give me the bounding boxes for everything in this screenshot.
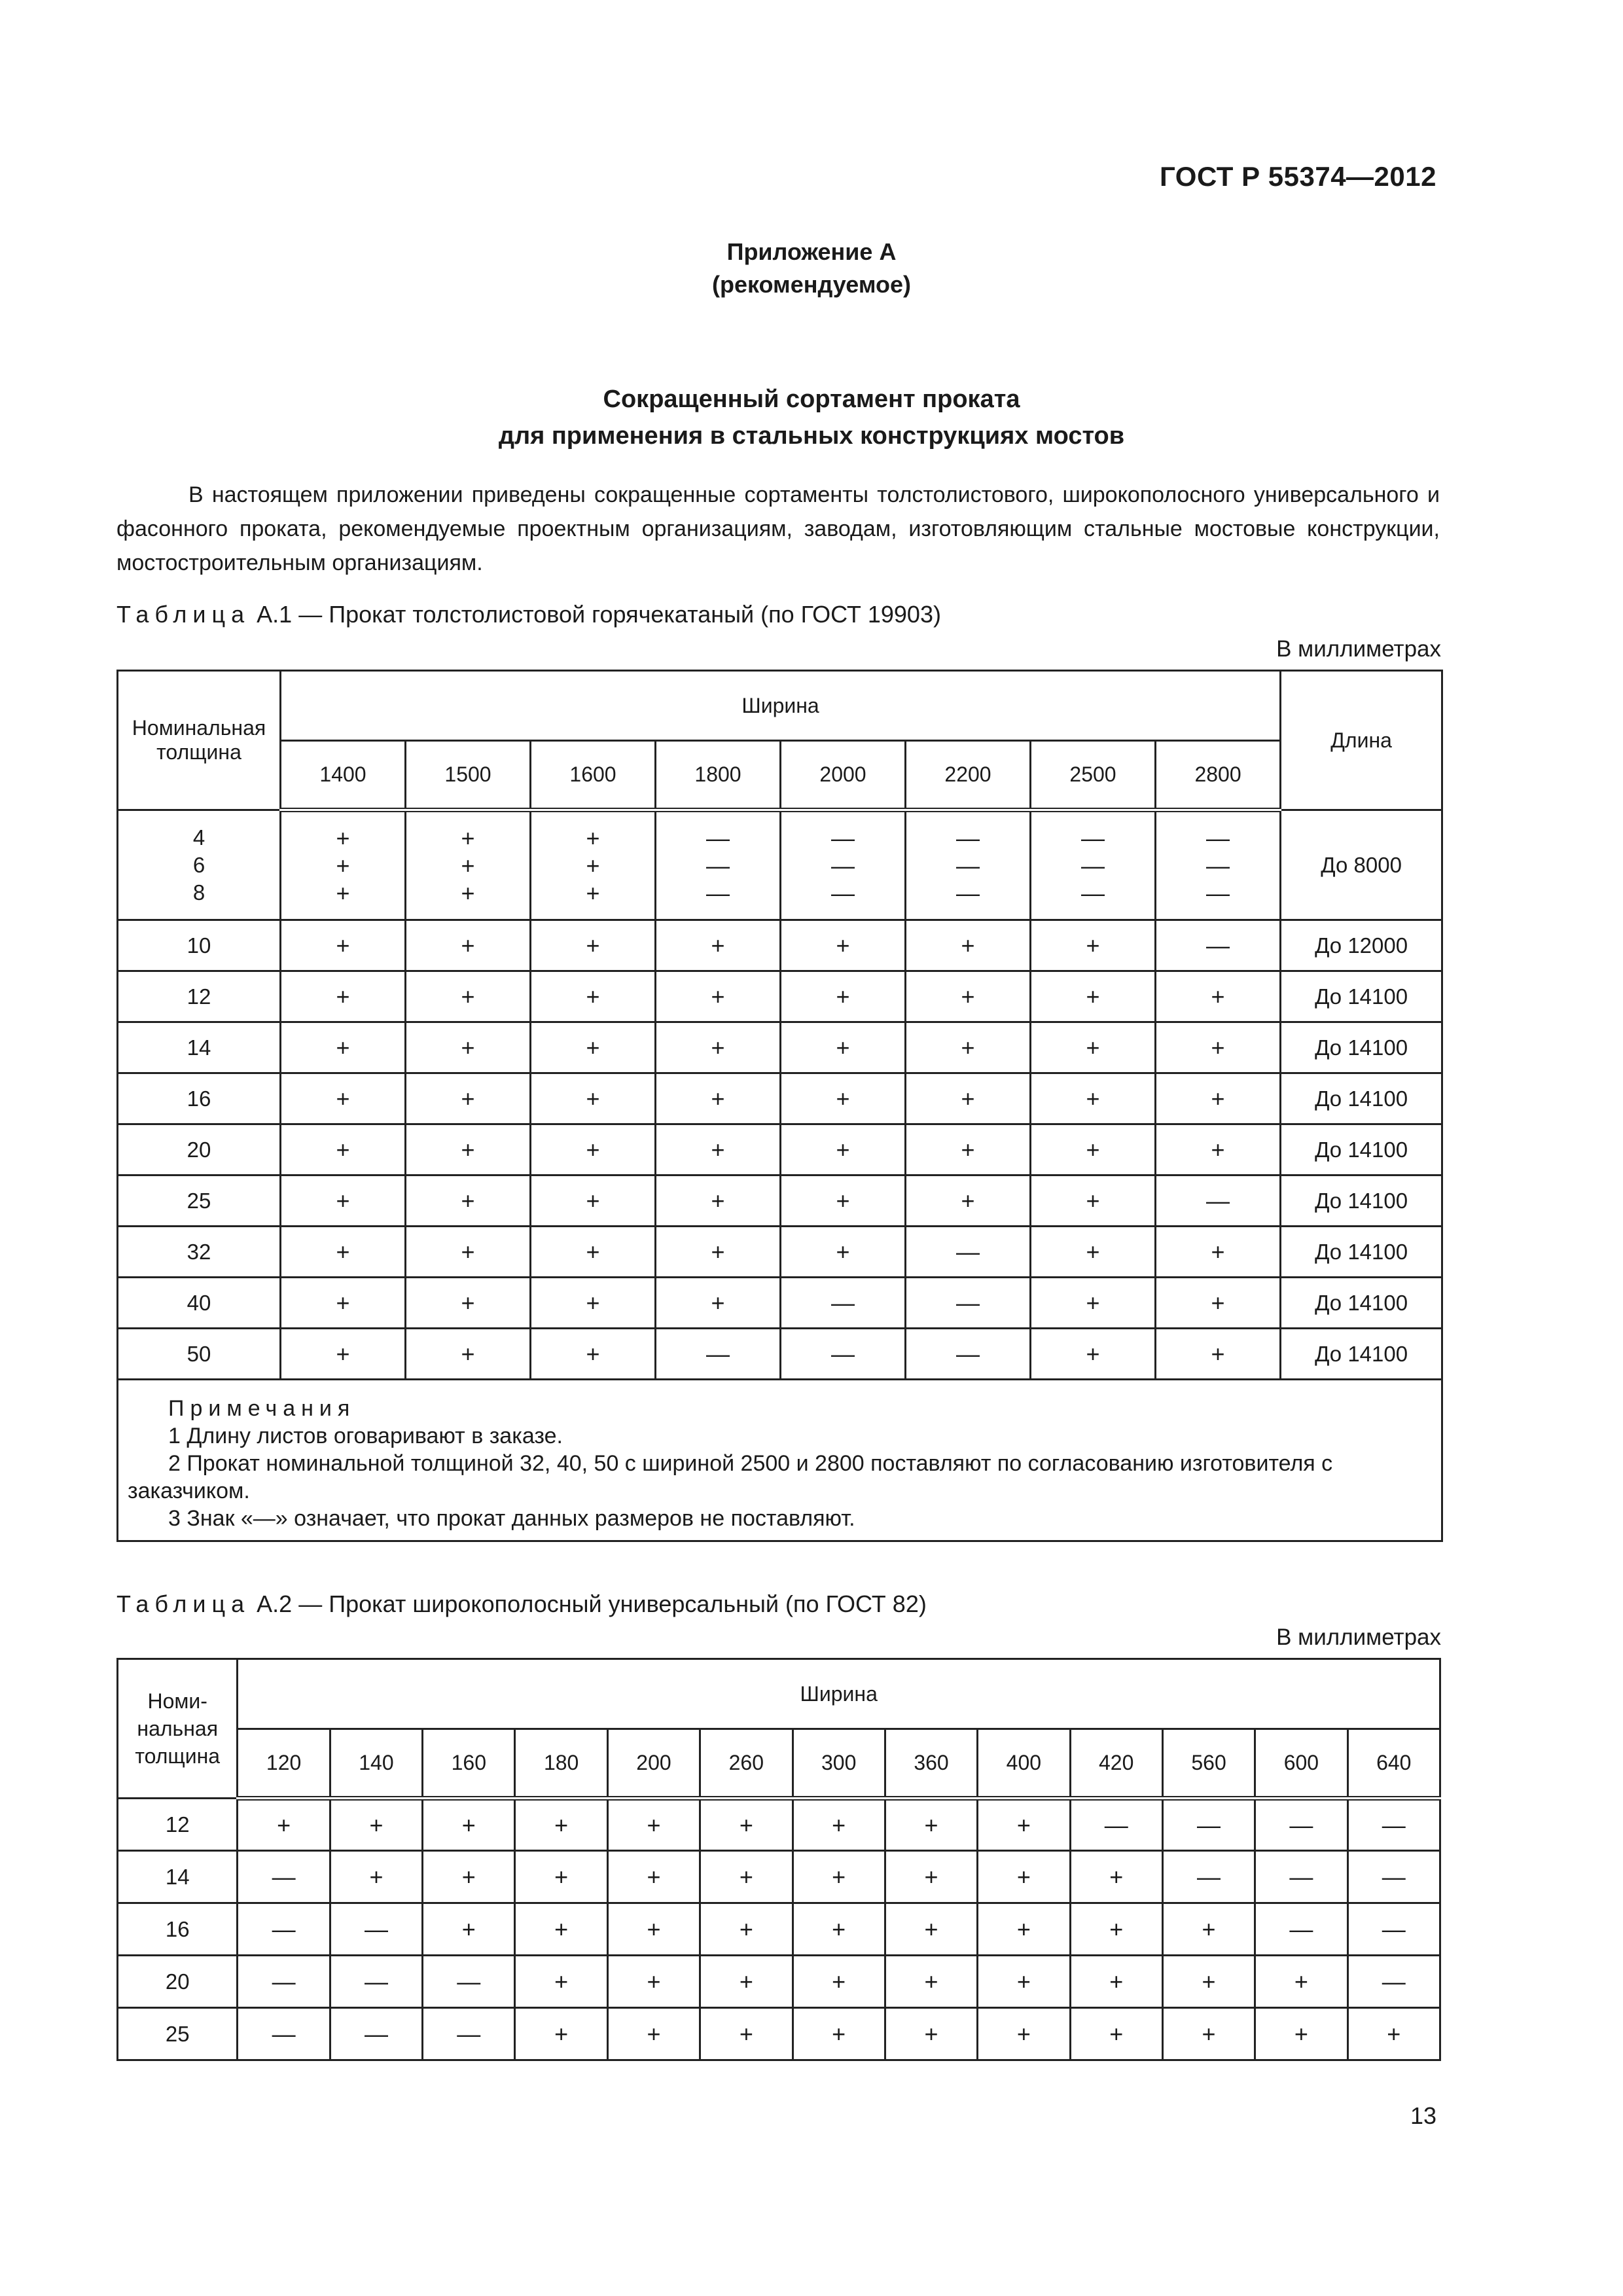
availability-mark: + — [330, 1851, 422, 1903]
availability-mark: — — [238, 1903, 330, 1956]
availability-mark: + — [656, 1022, 781, 1073]
table1-caption — [116, 601, 941, 628]
availability-mark: + — [1156, 1124, 1281, 1175]
availability-mark: + — [1347, 2008, 1440, 2060]
table1-width-col: 2500 — [1031, 741, 1156, 810]
table1-width-col: 1800 — [656, 741, 781, 810]
availability-mark: — — [1081, 879, 1105, 906]
table2-caption-word: Таблица — [116, 1590, 251, 1617]
availability-mark: — — [1347, 1851, 1440, 1903]
table1-caption-text: А.1 — Прокат толстолистовой горячекатаный (по ГОСТ 19903) — [257, 601, 941, 628]
row-thickness: 50 — [118, 1329, 281, 1380]
availability-mark: + — [656, 920, 781, 971]
availability-mark: + — [1031, 1227, 1156, 1278]
table-row — [118, 1073, 1442, 1124]
availability-mark: + — [1070, 2008, 1162, 2060]
note-item: 1 Длину листов оговаривают в заказе. — [168, 1424, 563, 1448]
availability-mark: — — [706, 824, 730, 852]
availability-mark: + — [1031, 1278, 1156, 1329]
table2-width-col: 140 — [330, 1729, 422, 1799]
availability-mark: — — [1162, 1851, 1255, 1903]
availability-mark: + — [406, 1329, 531, 1380]
availability-mark: + — [531, 1022, 656, 1073]
table2-width-col: 120 — [238, 1729, 330, 1799]
table1-group-cell — [906, 810, 1031, 920]
availability-mark: + — [531, 1227, 656, 1278]
table1-group-cell — [531, 810, 656, 920]
availability-mark: — — [1206, 824, 1230, 852]
row-length: До 14100 — [1281, 1227, 1442, 1278]
availability-mark: + — [281, 1073, 406, 1124]
availability-mark: + — [423, 1903, 515, 1956]
availability-mark: + — [885, 1956, 977, 2008]
availability-mark: + — [700, 2008, 793, 2060]
availability-mark: + — [586, 879, 600, 906]
availability-mark: + — [1031, 1022, 1156, 1073]
availability-mark: — — [330, 1903, 422, 1956]
row-thickness: 12 — [118, 1799, 238, 1851]
table1-width-col: 2000 — [781, 741, 906, 810]
table2-caption-text: А.2 — Прокат широкополосный универсальный (по ГОСТ 82) — [257, 1590, 927, 1617]
table-row — [118, 1227, 1442, 1278]
availability-mark: — — [1070, 1799, 1162, 1851]
availability-mark: + — [607, 2008, 700, 2060]
availability-mark: + — [1031, 920, 1156, 971]
table1-group-length: До 8000 — [1281, 810, 1442, 920]
availability-mark: + — [1156, 1329, 1281, 1380]
note-item: 3 Знак «—» означает, что прокат данных размеров не поставляют. — [168, 1506, 855, 1531]
table1-width-col: 2200 — [906, 741, 1031, 810]
table2-width-col: 400 — [978, 1729, 1070, 1799]
table-row — [118, 1956, 1440, 2008]
availability-mark: + — [406, 1124, 531, 1175]
availability-mark: + — [700, 1956, 793, 2008]
availability-mark: — — [831, 852, 855, 879]
availability-mark: — — [706, 879, 730, 906]
table1-width-col: 1500 — [406, 741, 531, 810]
availability-mark: — — [1255, 1851, 1347, 1903]
availability-mark: + — [1070, 1956, 1162, 2008]
availability-mark: + — [607, 1851, 700, 1903]
availability-mark: — — [831, 879, 855, 906]
availability-mark: + — [1070, 1851, 1162, 1903]
availability-mark: + — [906, 1124, 1031, 1175]
availability-mark: — — [330, 1956, 422, 2008]
availability-mark: + — [336, 824, 350, 852]
availability-mark: + — [781, 920, 906, 971]
availability-mark: — — [1156, 1175, 1281, 1227]
availability-mark: + — [531, 971, 656, 1022]
availability-mark: + — [700, 1851, 793, 1903]
availability-mark: + — [1162, 1956, 1255, 2008]
availability-mark: + — [793, 1851, 885, 1903]
availability-mark: — — [956, 879, 980, 906]
availability-mark: + — [1162, 2008, 1255, 2060]
table1-thickness-header: Номинальная толщина — [118, 671, 281, 810]
table2-width-col: 420 — [1070, 1729, 1162, 1799]
availability-mark: + — [978, 1903, 1070, 1956]
row-thickness: 16 — [118, 1073, 281, 1124]
availability-mark: + — [586, 824, 600, 852]
availability-mark: + — [978, 1799, 1070, 1851]
availability-mark: + — [781, 1175, 906, 1227]
availability-mark: + — [1031, 1329, 1156, 1380]
availability-mark: + — [281, 1022, 406, 1073]
availability-mark: + — [1031, 1073, 1156, 1124]
availability-mark: + — [531, 920, 656, 971]
table1 — [116, 670, 1443, 1542]
availability-mark: + — [336, 879, 350, 906]
availability-mark: + — [1255, 1956, 1347, 2008]
availability-mark: + — [656, 1175, 781, 1227]
availability-mark: + — [531, 1073, 656, 1124]
availability-mark: — — [423, 1956, 515, 2008]
availability-mark: + — [793, 1903, 885, 1956]
availability-mark: + — [1156, 1073, 1281, 1124]
section-title — [0, 381, 1623, 454]
availability-mark: — — [1347, 1956, 1440, 2008]
table-row — [118, 920, 1442, 971]
availability-mark: + — [793, 1799, 885, 1851]
availability-mark: + — [781, 1124, 906, 1175]
availability-mark: + — [1031, 1175, 1156, 1227]
availability-mark: + — [656, 1278, 781, 1329]
table2-width-col: 640 — [1347, 1729, 1440, 1799]
availability-mark: + — [781, 971, 906, 1022]
row-thickness: 14 — [118, 1851, 238, 1903]
availability-mark: + — [885, 1903, 977, 1956]
availability-mark: + — [1156, 1022, 1281, 1073]
availability-mark: — — [1255, 1799, 1347, 1851]
availability-mark: + — [906, 920, 1031, 971]
availability-mark: + — [406, 1278, 531, 1329]
table1-units: В миллиметрах — [1276, 636, 1441, 662]
availability-mark: + — [906, 971, 1031, 1022]
row-thickness: 12 — [118, 971, 281, 1022]
availability-mark: + — [781, 1073, 906, 1124]
table1-width-col: 2800 — [1156, 741, 1281, 810]
row-thickness: 40 — [118, 1278, 281, 1329]
availability-mark: + — [1156, 1278, 1281, 1329]
availability-mark: + — [793, 2008, 885, 2060]
table-row — [118, 1124, 1442, 1175]
row-length: До 14100 — [1281, 1124, 1442, 1175]
availability-mark: + — [978, 1851, 1070, 1903]
availability-mark: + — [531, 1329, 656, 1380]
availability-mark: + — [607, 1956, 700, 2008]
availability-mark: + — [531, 1175, 656, 1227]
table-row — [118, 1851, 1440, 1903]
availability-mark: + — [406, 1175, 531, 1227]
table-row — [118, 1022, 1442, 1073]
availability-mark: — — [656, 1329, 781, 1380]
availability-mark: + — [1070, 1903, 1162, 1956]
row-length: До 14100 — [1281, 1329, 1442, 1380]
availability-mark: + — [700, 1799, 793, 1851]
availability-mark: — — [781, 1329, 906, 1380]
availability-mark: + — [238, 1799, 330, 1851]
table1-group-thickness: 4 6 8 — [118, 810, 281, 920]
availability-mark: + — [515, 2008, 607, 2060]
availability-mark: + — [656, 1073, 781, 1124]
table2-thickness-header: Номи- нальная толщина — [118, 1659, 238, 1799]
table2-caption — [116, 1590, 927, 1618]
table1-width-header: Ширина — [281, 671, 1281, 741]
table2-width-col: 600 — [1255, 1729, 1347, 1799]
row-length: До 14100 — [1281, 1073, 1442, 1124]
annex-subtitle: (рекомендуемое) — [712, 271, 911, 298]
note-item: 2 Прокат номинальной толщиной 32, 40, 50 с шириной 2500 и 2800 поставляют по согласованию изготовителя с заказчиком. — [128, 1451, 1333, 1503]
table1-group-cell — [1031, 810, 1156, 920]
table2-width-col: 200 — [607, 1729, 700, 1799]
availability-mark: — — [1156, 920, 1281, 971]
availability-mark: + — [406, 920, 531, 971]
table1-length-header: Длина — [1281, 671, 1442, 810]
availability-mark: — — [1206, 879, 1230, 906]
table-row — [118, 1329, 1442, 1380]
availability-mark: — — [831, 824, 855, 852]
availability-mark: + — [781, 1022, 906, 1073]
table2-units: В миллиметрах — [1276, 1624, 1441, 1650]
availability-mark: + — [1156, 971, 1281, 1022]
availability-mark: + — [281, 1329, 406, 1380]
row-length: До 12000 — [1281, 920, 1442, 971]
availability-mark: — — [330, 2008, 422, 2060]
availability-mark: + — [906, 1175, 1031, 1227]
table1-group-cell — [656, 810, 781, 920]
availability-mark: + — [281, 920, 406, 971]
availability-mark: + — [793, 1956, 885, 2008]
availability-mark: — — [238, 1956, 330, 2008]
availability-mark: + — [406, 1073, 531, 1124]
availability-mark: — — [1347, 1799, 1440, 1851]
availability-mark: + — [281, 971, 406, 1022]
row-thickness: 32 — [118, 1227, 281, 1278]
title-line-2: для применения в стальных конструкциях мостов — [498, 422, 1125, 450]
table2-width-col: 180 — [515, 1729, 607, 1799]
availability-mark: + — [515, 1799, 607, 1851]
availability-mark: + — [1162, 1903, 1255, 1956]
availability-mark: — — [1255, 1903, 1347, 1956]
row-length: До 14100 — [1281, 1022, 1442, 1073]
row-thickness: 20 — [118, 1956, 238, 2008]
availability-mark: — — [1081, 824, 1105, 852]
availability-mark: + — [906, 1073, 1031, 1124]
table1-group-cell — [281, 810, 406, 920]
row-length: До 14100 — [1281, 971, 1442, 1022]
title-line-1: Сокращенный сортамент проката — [603, 386, 1020, 413]
availability-mark: + — [461, 879, 475, 906]
availability-mark: — — [1162, 1799, 1255, 1851]
availability-mark: + — [656, 1227, 781, 1278]
availability-mark: + — [607, 1799, 700, 1851]
availability-mark: + — [281, 1227, 406, 1278]
availability-mark: — — [238, 1851, 330, 1903]
table-row — [118, 1903, 1440, 1956]
table1-group-cell — [781, 810, 906, 920]
availability-mark: + — [1031, 971, 1156, 1022]
availability-mark: + — [1156, 1227, 1281, 1278]
availability-mark: — — [906, 1329, 1031, 1380]
availability-mark: + — [423, 1799, 515, 1851]
availability-mark: — — [706, 852, 730, 879]
row-thickness: 10 — [118, 920, 281, 971]
availability-mark: + — [515, 1903, 607, 1956]
availability-mark: + — [281, 1124, 406, 1175]
availability-mark: + — [461, 824, 475, 852]
row-thickness: 20 — [118, 1124, 281, 1175]
availability-mark: — — [423, 2008, 515, 2060]
availability-mark: + — [461, 852, 475, 879]
availability-mark: + — [586, 852, 600, 879]
availability-mark: + — [406, 971, 531, 1022]
availability-mark: + — [700, 1903, 793, 1956]
intro-text: В настоящем приложении приведены сокращенные сортаменты толстолистового, широкополосного универсального и фасонного проката, рекомендуемые проектным организациям, заводам, изготовляющим стальные мостовые конструкции, мостостроительным организациям. — [116, 482, 1440, 575]
table2-width-col: 560 — [1162, 1729, 1255, 1799]
notes-heading: Примечания — [168, 1396, 356, 1421]
availability-mark: + — [906, 1022, 1031, 1073]
availability-mark: + — [336, 852, 350, 879]
availability-mark: + — [281, 1278, 406, 1329]
table1-width-col: 1600 — [531, 741, 656, 810]
availability-mark: + — [330, 1799, 422, 1851]
table-row — [118, 1278, 1442, 1329]
availability-mark: — — [956, 852, 980, 879]
availability-mark: — — [781, 1278, 906, 1329]
annex-title: Приложение А — [726, 238, 897, 265]
availability-mark: + — [423, 1851, 515, 1903]
availability-mark: — — [1206, 852, 1230, 879]
availability-mark: — — [238, 2008, 330, 2060]
availability-mark: + — [531, 1278, 656, 1329]
availability-mark: + — [607, 1903, 700, 1956]
table2-width-header: Ширина — [238, 1659, 1440, 1729]
availability-mark: — — [906, 1227, 1031, 1278]
row-thickness: 25 — [118, 2008, 238, 2060]
table2 — [116, 1658, 1441, 2061]
table-row — [118, 1799, 1440, 1851]
availability-mark: + — [531, 1124, 656, 1175]
table1-notes — [118, 1380, 1442, 1541]
annex-heading — [0, 236, 1623, 301]
availability-mark: + — [656, 971, 781, 1022]
availability-mark: + — [781, 1227, 906, 1278]
table2-width-col: 360 — [885, 1729, 977, 1799]
table2-width-col: 260 — [700, 1729, 793, 1799]
availability-mark: + — [281, 1175, 406, 1227]
table1-group-cell — [1156, 810, 1281, 920]
availability-mark: + — [515, 1956, 607, 2008]
row-length: До 14100 — [1281, 1175, 1442, 1227]
table1-width-col: 1400 — [281, 741, 406, 810]
availability-mark: + — [885, 1851, 977, 1903]
availability-mark: + — [515, 1851, 607, 1903]
availability-mark: — — [906, 1278, 1031, 1329]
document-code: ГОСТ Р 55374—2012 — [1160, 161, 1436, 192]
availability-mark: + — [885, 1799, 977, 1851]
availability-mark: + — [406, 1227, 531, 1278]
availability-mark: — — [1347, 1903, 1440, 1956]
table2-width-col: 160 — [423, 1729, 515, 1799]
row-thickness: 16 — [118, 1903, 238, 1956]
table-row — [118, 2008, 1440, 2060]
table-row — [118, 1175, 1442, 1227]
table2-width-col: 300 — [793, 1729, 885, 1799]
availability-mark: — — [956, 824, 980, 852]
row-thickness: 14 — [118, 1022, 281, 1073]
availability-mark: + — [885, 2008, 977, 2060]
table-row — [118, 971, 1442, 1022]
table1-caption-word: Таблица — [116, 601, 251, 628]
availability-mark: + — [1031, 1124, 1156, 1175]
row-thickness: 25 — [118, 1175, 281, 1227]
availability-mark: + — [406, 1022, 531, 1073]
table1-group-cell — [406, 810, 531, 920]
availability-mark: + — [978, 1956, 1070, 2008]
intro-paragraph — [116, 478, 1440, 580]
availability-mark: + — [656, 1124, 781, 1175]
row-length: До 14100 — [1281, 1278, 1442, 1329]
availability-mark: — — [1081, 852, 1105, 879]
availability-mark: + — [1255, 2008, 1347, 2060]
page-number: 13 — [1410, 2102, 1436, 2129]
availability-mark: + — [978, 2008, 1070, 2060]
